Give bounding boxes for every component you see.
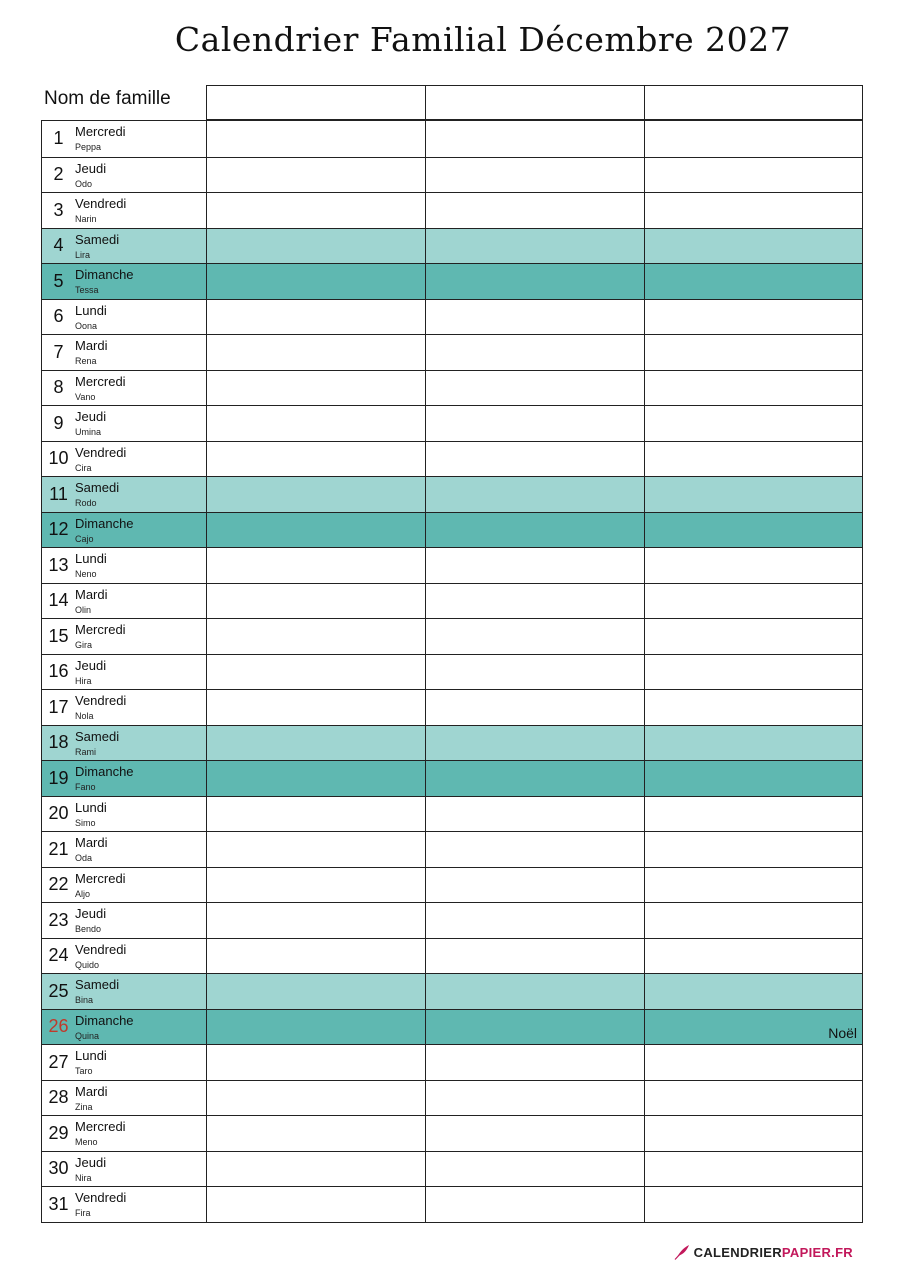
day-number: 14 [48,590,69,611]
saint-name: Odo [75,178,93,189]
day-name: Dimanche [75,764,134,779]
day-number: 9 [53,412,64,433]
day-name: Dimanche [75,267,134,282]
saint-name: Zina [75,1101,93,1112]
day-name: Lundi [75,551,107,566]
family-name-label: Nom de famille [44,88,171,109]
saint-name: Rodo [75,498,97,508]
day-number: 24 [48,945,69,966]
day-row[interactable] [42,263,862,299]
day-number: 28 [48,1087,69,1108]
saint-name: Hira [75,675,92,686]
day-number: 17 [48,696,69,717]
day-row[interactable] [42,1186,862,1222]
saint-name: Rami [75,746,97,757]
day-name: Dimanche [75,1012,134,1028]
day-number: 10 [48,448,69,469]
day-row[interactable] [42,760,862,796]
day-row[interactable] [42,192,862,228]
day-name: Samedi [75,480,120,495]
saint-name: Cajo [75,533,94,544]
saint-name: Oda [75,853,93,863]
day-number: 30 [48,1158,69,1179]
day-number: 13 [48,554,69,575]
day-row[interactable] [42,441,862,477]
day-name: Mercredi [75,870,126,886]
saint-name: Nira [75,1172,92,1183]
day-name: Jeudi [75,906,107,921]
saint-name: Lira [75,249,91,260]
day-name: Mardi [75,338,108,353]
day-rows [41,120,863,1223]
day-name: Mercredi [75,373,126,389]
saint-name: Quina [75,1030,100,1041]
day-number: 18 [48,732,69,753]
day-name: Mardi [75,1083,108,1099]
day-row[interactable] [42,654,862,690]
saint-name: Gira [75,640,93,650]
day-number: 20 [48,803,69,824]
day-row[interactable] [42,796,862,832]
saint-name: Aljo [75,888,91,899]
saint-name: Nola [75,711,94,721]
day-number: 5 [53,270,64,291]
day-name: Vendredi [75,1190,127,1205]
saint-name: Umina [75,427,102,437]
day-name: Samedi [75,977,120,992]
column-divider [206,121,207,1222]
saint-name: Vano [75,391,96,402]
day-number: 22 [48,874,69,895]
day-name: Mercredi [75,622,126,637]
saint-name: Simo [75,817,96,828]
header-row [41,85,863,120]
calendar-grid [41,85,863,1218]
saint-name: Fira [75,1208,91,1218]
saint-name: Fano [75,782,96,792]
day-number: 16 [48,661,69,682]
day-number: 6 [53,306,64,327]
day-row[interactable] [42,973,862,1009]
day-row[interactable] [42,1151,862,1187]
day-number: 7 [53,341,64,362]
day-name: Vendredi [75,444,127,460]
day-number: 4 [53,235,64,256]
day-row[interactable] [42,618,862,654]
day-row[interactable] [42,1080,862,1116]
day-row[interactable] [42,476,862,512]
day-name: Lundi [75,1048,107,1063]
day-row[interactable] [42,405,862,441]
day-row[interactable] [42,689,862,725]
day-name: Mardi [75,586,108,602]
day-number: 26 [48,1016,69,1037]
day-name: Jeudi [75,160,107,176]
day-name: Lundi [75,302,107,318]
family-member-cell-2[interactable] [425,85,645,120]
day-name: Vendredi [75,196,127,211]
day-row[interactable] [42,583,862,619]
family-member-cell-1[interactable] [206,85,426,120]
saint-name: Bina [75,995,94,1005]
day-number: 31 [48,1193,69,1214]
column-divider [425,121,426,1222]
day-name: Mardi [75,835,108,850]
day-row[interactable] [42,1044,862,1080]
saint-name: Quido [75,959,100,970]
day-name: Mercredi [75,124,126,139]
day-row[interactable] [42,121,862,157]
saint-name: Tessa [75,285,99,295]
saint-name: Neno [75,569,97,579]
page-title: Calendrier Familial Décembre 2027 [174,20,792,59]
saint-name: Rena [75,356,97,366]
day-row[interactable] [42,938,862,974]
day-row[interactable] [42,370,862,406]
day-row[interactable] [42,1009,862,1045]
saint-name: Cira [75,462,92,473]
brand-logo [674,1244,853,1260]
saint-name: Meno [75,1137,98,1147]
saint-name: Taro [75,1066,93,1076]
day-name: Jeudi [75,657,107,673]
day-number: 1 [53,128,64,149]
day-name: Lundi [75,799,107,815]
day-row[interactable] [42,1115,862,1151]
day-name: Samedi [75,231,120,247]
day-number: 23 [48,909,69,930]
day-row[interactable] [42,228,862,264]
saint-name: Narin [75,214,97,224]
day-row[interactable] [42,725,862,761]
day-name: Jeudi [75,1154,107,1170]
brand-name-part1: CALENDRIER [693,1244,782,1260]
day-number: 2 [53,164,64,185]
family-member-cell-3[interactable] [644,85,863,120]
day-number: 15 [48,625,69,646]
day-number: 8 [53,377,64,398]
saint-name: Oona [75,320,98,331]
day-name: Dimanche [75,515,134,531]
day-row[interactable] [42,334,862,370]
day-number: 11 [49,483,68,504]
day-name: Vendredi [75,693,127,708]
saint-name: Peppa [75,142,102,152]
day-row[interactable] [42,299,862,335]
brand-name-part2: PAPIER [781,1244,832,1260]
holiday-note: Noël [828,1025,857,1041]
saint-name: Bendo [75,924,102,934]
brand-name-part3: .FR [831,1244,853,1260]
day-name: Mercredi [75,1119,126,1134]
saint-name: Olin [75,604,92,615]
day-row[interactable] [42,157,862,193]
day-number: 3 [53,199,64,220]
day-row[interactable] [42,547,862,583]
column-divider [644,121,645,1222]
day-name: Samedi [75,728,120,744]
day-number: 19 [48,767,69,788]
day-number: 25 [48,980,69,1001]
day-row[interactable] [42,867,862,903]
day-number: 27 [48,1051,69,1072]
day-row[interactable] [42,902,862,938]
day-name: Jeudi [75,409,107,424]
day-number: 12 [48,519,69,540]
day-row[interactable] [42,831,862,867]
day-number: 29 [48,1122,69,1143]
day-name: Vendredi [75,941,127,957]
day-number: 21 [48,838,69,859]
day-row[interactable] [42,512,862,548]
feather-icon [674,1244,690,1260]
